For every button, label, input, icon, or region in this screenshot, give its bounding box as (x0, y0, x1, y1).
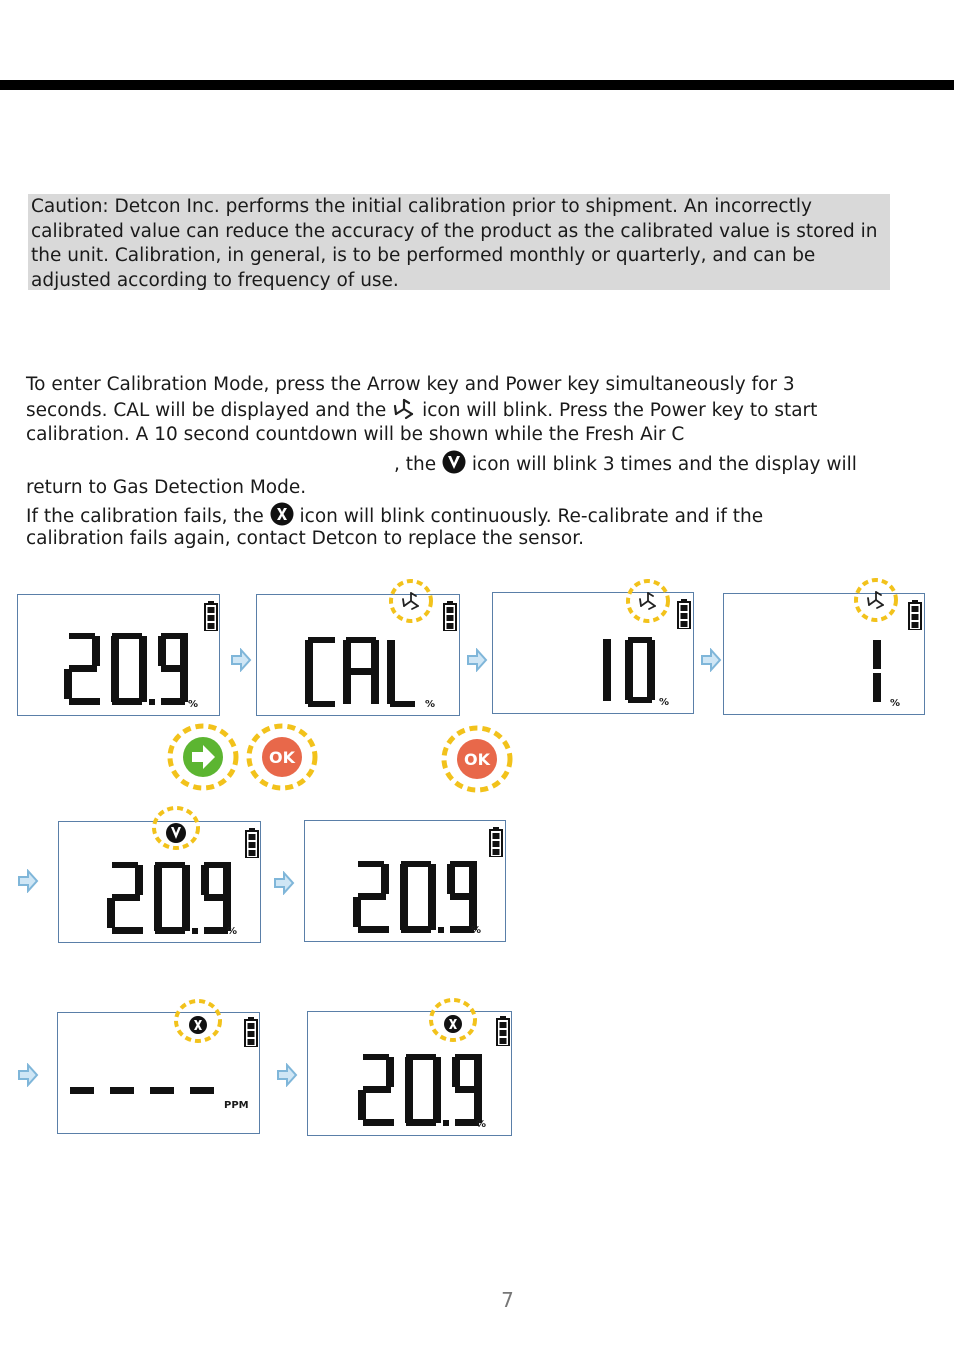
battery-icon (245, 828, 259, 858)
unit-label: % (659, 697, 670, 708)
battery-icon (496, 1016, 510, 1046)
unit-label: % (425, 699, 436, 710)
battery-icon (244, 1017, 258, 1047)
lcd-display-fail-ppm (57, 1012, 260, 1134)
unit-label: PPM (224, 1100, 249, 1111)
unit-label: % (471, 925, 482, 936)
battery-icon (489, 827, 503, 857)
header-rule (0, 80, 954, 90)
digit-display (353, 861, 477, 933)
instruction-line: return to Gas Detection Mode. (26, 477, 307, 498)
caution-line: adjusted according to frequency of use. (31, 269, 399, 291)
fail-icon (428, 997, 478, 1043)
blink-halo (387, 577, 435, 625)
check-icon (442, 450, 466, 474)
blink-halo (624, 577, 672, 625)
arrow-key-icon (166, 722, 240, 792)
caution-line: Caution: Detcon Inc. performs the initial calibration prior to shipment. An incorrectly (31, 196, 812, 217)
unit-label: % (227, 926, 238, 937)
flow-arrow-icon (230, 648, 252, 672)
flow-arrow-icon (700, 648, 722, 672)
fan-icon (392, 398, 416, 420)
battery-icon (677, 599, 691, 629)
flow-arrow-icon (466, 648, 488, 672)
page-number: 7 (501, 1288, 514, 1312)
instruction-line (26, 502, 763, 530)
dash-display (70, 1087, 214, 1095)
lcd-display-normal (17, 594, 220, 716)
flow-arrow-icon (276, 1063, 298, 1087)
unit-label: % (188, 699, 199, 710)
unit-label: % (890, 698, 901, 709)
battery-icon (908, 600, 922, 630)
flow-arrow-icon (17, 1063, 39, 1087)
flow-arrow-icon (273, 871, 295, 895)
text: icon will blink. Press the Power key to start (416, 400, 818, 421)
battery-icon (443, 601, 457, 631)
caution-box (28, 194, 890, 290)
lcd-display-gas-detection (304, 820, 506, 942)
instruction-line (26, 398, 817, 424)
flow-arrow-icon (17, 869, 39, 893)
unit-label: % (476, 1119, 487, 1130)
ok-key-icon (245, 722, 319, 792)
digit-display (872, 640, 882, 702)
text: , the (394, 454, 443, 475)
instruction-line: To enter Calibration Mode, press the Arrow key and Power key simultaneously for 3 (26, 374, 795, 395)
digit-display (64, 633, 188, 705)
ok-key-icon (440, 724, 514, 794)
ok-key-label: OK (464, 750, 490, 769)
text: icon will blink 3 times and the display will (466, 454, 857, 475)
battery-icon (204, 601, 218, 631)
lcd-display-fail-reading (307, 1011, 512, 1136)
digit-display (603, 637, 655, 703)
text: If the calibration fails, the (26, 506, 270, 527)
digit-display (358, 1054, 482, 1126)
fail-icon (270, 502, 294, 526)
instruction-line: calibration fails again, contact Detcon to replace the sensor. (26, 528, 584, 549)
text: seconds. CAL will be displayed and the (26, 400, 393, 421)
check-icon (151, 805, 201, 851)
instruction-line (394, 450, 857, 478)
text: icon will blink continuously. Re-calibrate and if the (293, 506, 764, 527)
caution-line: calibrated value can reduce the accuracy of the product as the calibrated value is stored in (31, 220, 878, 242)
digit-display (305, 637, 415, 707)
ok-key-label: OK (269, 748, 295, 767)
fail-icon (173, 998, 223, 1044)
digit-display (107, 862, 231, 934)
blink-halo (852, 576, 900, 624)
caution-line: the unit. Calibration, in general, is to be performed monthly or quarterly, and can be (31, 245, 816, 266)
instruction-line: calibration. A 10 second countdown will be shown while the Fresh Air C (26, 424, 685, 445)
